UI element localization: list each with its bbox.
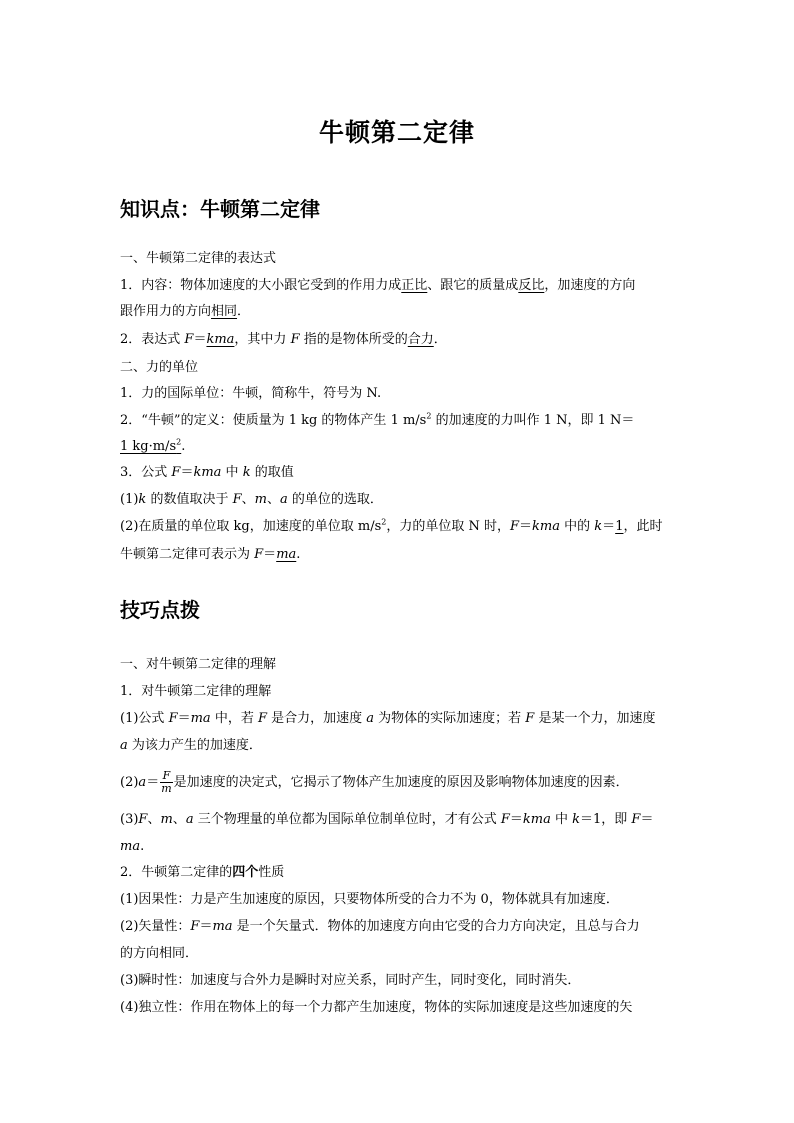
- blank-answer: ma: [276, 547, 297, 562]
- fraction-f-over-m: $\frac{F}{m}$: [161, 769, 172, 795]
- paragraph-b4: (4)独立性：作用在物体上的每一个力都产生加速度，物体的实际加速度是这些加速度的矢: [120, 1000, 633, 1015]
- subheading-unit: 二、力的单位: [120, 360, 199, 375]
- blank-answer: 相同: [211, 304, 238, 319]
- paragraph-unit-3: 3．公式 F＝kma 中 k 的取值: [120, 465, 294, 480]
- subheading-understanding: 一、对牛顿第二定律的理解: [120, 657, 277, 672]
- paragraph-properties-title: 2．牛顿第二定律的四个性质: [120, 865, 285, 880]
- paragraph-a3: (3)F、m、a 三个物理量的单位都为国际单位制单位时，才有公式 F＝kma 中 k＝1，即 F＝: [120, 812, 654, 827]
- paragraph-b3: (3)瞬时性：加速度与合外力是瞬时对应关系，同时产生，同时变化，同时消失．: [120, 973, 581, 988]
- paragraph-understanding-title: 1．对牛顿第二定律的理解: [120, 684, 272, 699]
- subheading-expression: 一、牛顿第二定律的表达式: [120, 251, 277, 266]
- paragraph-formula: 2．表达式 F＝kma，其中力 F 指的是物体所受的合力．: [120, 332, 447, 347]
- section-heading-knowledge: 知识点：牛顿第二定律: [120, 197, 320, 221]
- blank-answer: 反比: [518, 278, 545, 293]
- paragraph-unit-1: 1．力的国际单位：牛顿，简称牛，符号为 N.: [120, 386, 382, 401]
- paragraph-a3-cont: ma.: [120, 839, 145, 854]
- paragraph-b2: (2)矢量性：F＝ma 是一个矢量式．物体的加速度方向由它受的合力方向决定，且总与合力: [120, 919, 640, 934]
- paragraph-content-cont: 跟作用力的方向相同．: [120, 304, 251, 319]
- paragraph-k-2-cont: 牛顿第二定律可表示为 F＝ma.: [120, 547, 301, 562]
- page-title: 牛顿第二定律: [318, 118, 475, 147]
- blank-answer: 1: [615, 519, 624, 534]
- paragraph-unit-2-cont: 1 $kg\cdot m/s^2$.: [120, 437, 186, 454]
- paragraph-b2-cont: 的方向相同．: [120, 946, 199, 961]
- blank-answer: 合力: [407, 332, 434, 347]
- paragraph-a1: (1)公式 F＝ma 中，若 F 是合力，加速度 a 为物体的实际加速度；若 F 是某一个力，加速度: [120, 711, 656, 726]
- paragraph-k-1: (1)k 的数值取决于 F、m、a 的单位的选取．: [120, 492, 383, 507]
- paragraph-k-2: (2)在质量的单位取 kg，加速度的单位取 $m/s^2$，力的单位取 N 时，F＝kma 中的 k＝1，此时: [120, 517, 663, 534]
- paragraph-unit-2: 2．“牛顿”的定义：使质量为 1 kg 的物体产生 1 $m/s^2$ 的加速度的力叫作 1 N，即 1 N＝: [120, 411, 635, 428]
- paragraph-content: 1．内容：物体加速度的大小跟它受到的作用力成正比、跟它的质量成反比，加速度的方向: [120, 278, 636, 293]
- paragraph-b1: (1)因果性：力是产生加速度的原因，只要物体所受的合力不为 0，物体就具有加速度．: [120, 892, 619, 907]
- blank-answer: 正比: [401, 278, 428, 293]
- blank-answer: kma: [206, 332, 235, 347]
- section-heading-tips: 技巧点拨: [120, 598, 200, 622]
- blank-answer: 1 $kg\cdot m/s^2$: [120, 437, 182, 454]
- paragraph-a2: (2)a＝ $\frac{F}{m}$ 是加速度的决定式，它揭示了物体产生加速度的原因及影响物体加速度的因素．: [120, 769, 629, 795]
- paragraph-a1-cont: a 为该力产生的加速度．: [120, 738, 262, 753]
